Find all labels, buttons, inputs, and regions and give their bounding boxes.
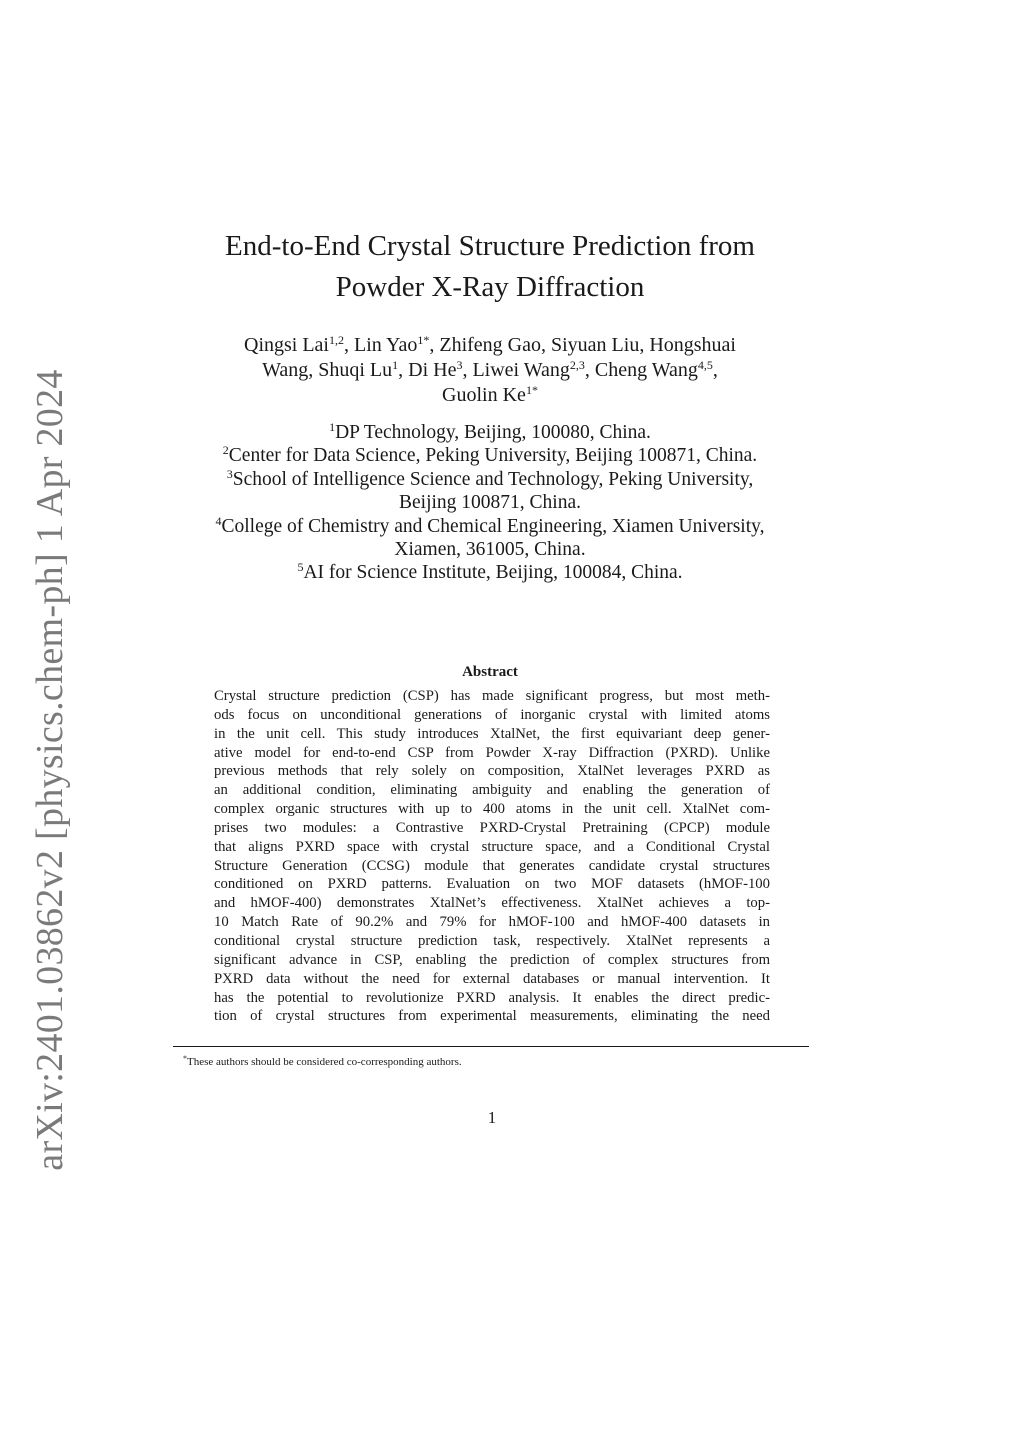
affiliation-line: Beijing 100871, China. [399, 492, 581, 514]
abstract-line: and hMOF-400) demonstrates XtalNet’s effectiveness. XtalNet achieves a top- [214, 895, 770, 912]
abstract-line: in the unit cell. This study introduces XtalNet, the first equivariant deep gener- [214, 725, 770, 742]
author-line-3 [140, 383, 840, 408]
footnote-text: These authors should be considered co-corresponding authors. [187, 1056, 462, 1068]
author-line-2: Wang, Shuqi Lu$^1$, Di He$^3$, Liwei Wang$^{2,3}$, Cheng Wang$^{4,5}$, [262, 358, 718, 381]
abstract-body [214, 687, 770, 1026]
author-name: Liwei Wang [472, 359, 570, 381]
abstract-line: PXRD data without the need for external databases or manual intervention. It [214, 970, 770, 987]
footnote-rule [173, 1046, 809, 1047]
affiliation-line: $^4$College of Chemistry and Chemical Engineering, Xiamen University, [215, 513, 765, 537]
paper-title [140, 226, 840, 308]
author-sup: 1* [417, 333, 430, 347]
abstract-line: tion of crystal structures from experimental measurements, eliminating the need [214, 1008, 770, 1025]
author-name: Di He [408, 359, 457, 381]
abstract-line: ative model for end-to-end CSP from Powder X-ray Diffraction (PXRD). Unlike [214, 744, 770, 761]
author-sup: 4,5 [697, 358, 713, 372]
author-sup: 1* [525, 383, 538, 397]
affiliation-line: $^1$DP Technology, Beijing, 100080, China. [329, 420, 651, 443]
affiliation-line: $^2$Center for Data Science, Peking University, Beijing 100871, China. [222, 443, 758, 467]
affiliation-line: $^3$School of Intelligence Science and Technology, Peking University, [226, 466, 754, 490]
abstract-line: Crystal structure prediction (CSP) has made significant progress, but most meth- [214, 688, 770, 704]
abstract-line: previous methods that rely solely on composition, XtalNet leverages PXRD as [214, 763, 770, 780]
page-number: 1 [487, 1108, 497, 1127]
affiliation-line: $^5$AI for Science Institute, Beijing, 100084, China. [297, 560, 683, 584]
abstract-line: that aligns PXRD space with crystal structure space, and a Conditional Crystal [214, 838, 770, 855]
author-name: Guolin Ke [442, 384, 526, 406]
arxiv-sidebar-stamp: arXiv:2401.03862v2 [physics.chem-ph] 1 Apr 2024 [29, 369, 71, 1171]
author-list [140, 333, 840, 408]
author-name: Lin Yao [354, 334, 418, 356]
abstract-line: conditional crystal structure prediction task, respectively. XtalNet represents a [214, 932, 770, 949]
author-name: Zhifeng Gao, Siyuan Liu, Hongshuai [439, 334, 736, 356]
author-sup: 1,2 [329, 333, 344, 347]
abstract-line: ods focus on unconditional generations of inorganic crystal with limited atoms [214, 706, 770, 723]
affiliation-list [140, 421, 840, 585]
abstract-line: has the potential to revolutionize PXRD analysis. It enables the direct predic- [214, 989, 770, 1006]
author-name: Cheng Wang [594, 359, 698, 381]
affiliation-line: Xiamen, 361005, China. [394, 539, 586, 561]
abstract-line: complex organic structures with up to 400 atoms in the unit cell. XtalNet com- [214, 801, 770, 818]
author-name: Qingsi Lai [244, 334, 329, 356]
title-line-1: End-to-End Crystal Structure Prediction from [225, 230, 755, 262]
abstract-line: significant advance in CSP, enabling the prediction of complex structures from [214, 951, 770, 968]
author-sup: 2,3 [569, 358, 585, 372]
title-line-2: Powder X-Ray Diffraction [335, 271, 645, 303]
author-line-1: Qingsi Lai$^{1,2}$, Lin Yao$^{1*}$, Zhifeng Gao, Siyuan Liu, Hongshuai [244, 333, 736, 356]
abstract-heading: Abstract [462, 664, 518, 680]
author-sup: 3 [456, 358, 463, 372]
footnote-mark: * [183, 1054, 187, 1063]
abstract-line: Structure Generation (CCSG) module that generates candidate crystal structures [214, 857, 770, 874]
abstract-line: conditioned on PXRD patterns. Evaluation on two MOF datasets (hMOF-100 [214, 876, 770, 893]
abstract-line: prises two modules: a Contrastive PXRD-Crystal Pretraining (CPCP) module [214, 819, 770, 836]
author-sup: 1 [392, 358, 399, 372]
abstract-line: an additional condition, eliminating ambiguity and enabling the generation of [214, 782, 770, 799]
abstract-line: 10 Match Rate of 90.2% and 79% for hMOF-100 and hMOF-400 datasets in [214, 914, 770, 931]
author-name: Wang, Shuqi Lu [262, 359, 393, 381]
footnote [183, 1056, 462, 1068]
